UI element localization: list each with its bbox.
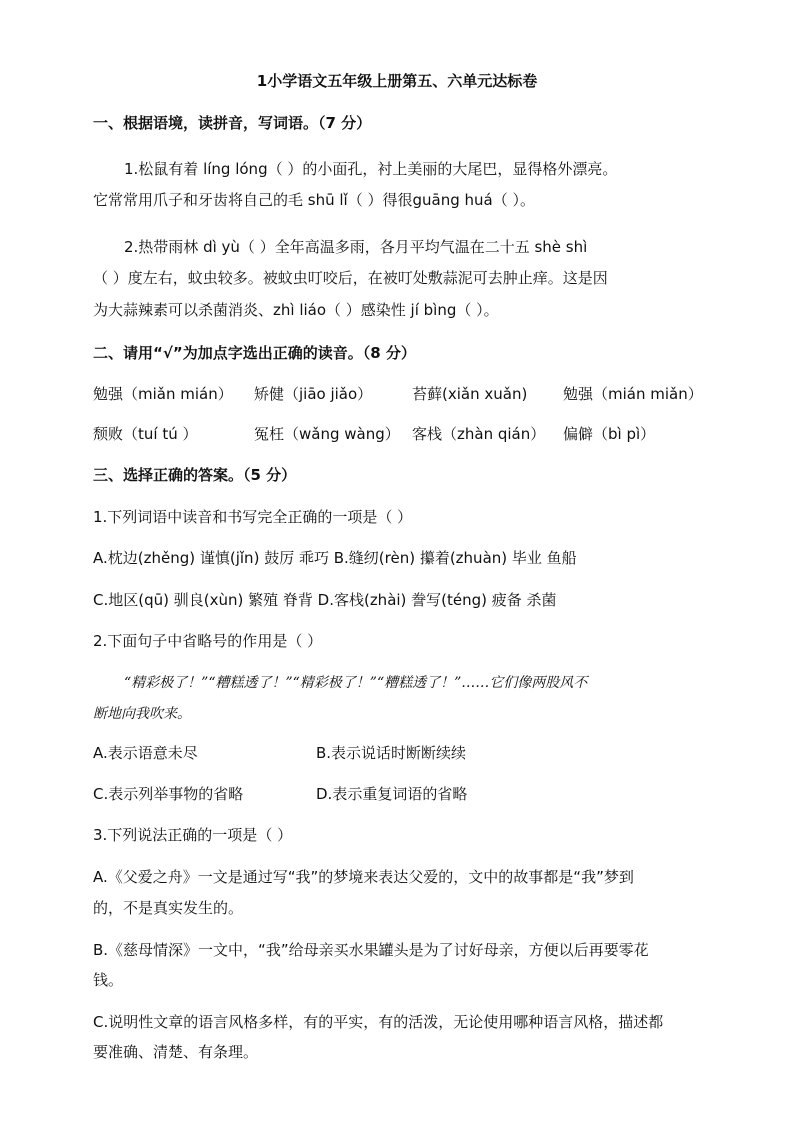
s2-item-2: 矫健（jiāo jiǎo） bbox=[254, 385, 373, 403]
s3-q1: 1.下列词语中读音和书写完全正确的一项是（ ） bbox=[93, 508, 413, 526]
s3-q3-option-c-line2: 要准确、清楚、有条理。 bbox=[93, 1043, 259, 1061]
s2-item-8: 偏僻（bì pì） bbox=[563, 425, 656, 443]
s3-q2-quote-line1: “精彩极了！”“糟糕透了！”“精彩极了！”“糟糕透了！”……它们像两股风不 bbox=[124, 675, 588, 691]
s3-q2-quote-line2: 断地向我吹来。 bbox=[93, 706, 191, 722]
s3-q2: 2.下面句子中省略号的作用是（ ） bbox=[93, 632, 323, 650]
section-1-heading: 一、根据语境，读拼音，写词语。（7 分） bbox=[93, 114, 372, 132]
s1-p2-line2: （ ）度左右，蚊虫较多。被蚊虫叮咬后，在被叮处敷蒜泥可去肿止痒。这是因 bbox=[93, 269, 608, 287]
s3-q3: 3.下列说法正确的一项是（ ） bbox=[93, 826, 293, 844]
section-2-heading: 二、请用“√”为加点字选出正确的读音。（8 分） bbox=[93, 344, 416, 362]
s2-item-5: 颓败（tuí tú ） bbox=[93, 425, 198, 443]
s3-q2-option-a: A.表示语意未尽 bbox=[93, 744, 198, 762]
page-title: 1小学语文五年级上册第五、六单元达标卷 bbox=[256, 72, 538, 90]
s3-q3-option-a-line1: A.《父爱之舟》一文是通过写“我”的梦境来表达父爱的，文中的故事都是“我”梦到 bbox=[93, 868, 634, 886]
s1-p2-line1: 2.热带雨林 dì yù（ ）全年高温多雨，各月平均气温在二十五 shè shì bbox=[124, 238, 588, 256]
s3-q1-options-cd: C.地区(qū) 驯良(xùn) 繁殖 脊背 D.客栈(zhài) 誊写(téng) 疲备 杀菌 bbox=[93, 591, 557, 609]
s3-q3-option-b-line1: B.《慈母情深》一文中，“我”给母亲买水果罐头是为了讨好母亲，方便以后再要零花 bbox=[93, 941, 649, 959]
s2-item-6: 冤枉（wǎng wàng） bbox=[254, 425, 400, 443]
s1-p2-line3: 为大蒜辣素可以杀菌消炎、zhì liáo（ ）感染性 jí bìng（ ）。 bbox=[93, 301, 499, 319]
s3-q2-option-c: C.表示列举事物的省略 bbox=[93, 785, 244, 803]
s3-q3-option-a-line2: 的，不是真实发生的。 bbox=[93, 899, 244, 917]
s3-q3-option-c-line1: C.说明性文章的语言风格多样，有的平实，有的活泼，无论使用哪种语言风格，描述都 bbox=[93, 1013, 664, 1031]
s3-q3-option-b-line2: 钱。 bbox=[93, 971, 124, 989]
s2-item-1: 勉强（miǎn mián） bbox=[93, 385, 233, 403]
section-3-heading: 三、选择正确的答案。（5 分） bbox=[93, 466, 297, 484]
s2-item-3: 苔藓(xiǎn xuǎn) bbox=[412, 385, 528, 403]
s2-item-4: 勉强（mián miǎn） bbox=[563, 385, 703, 403]
s1-p1-line2: 它常常用爪子和牙齿将自己的毛 shū lǐ（ ）得很guāng huá（ ）。 bbox=[93, 191, 535, 209]
s3-q2-option-d: D.表示重复词语的省略 bbox=[316, 785, 468, 803]
s1-p1-line1: 1.松鼠有着 líng lóng（ ）的小面孔，衬上美丽的大尾巴，显得格外漂亮。 bbox=[124, 160, 618, 178]
s3-q1-options-ab: A.枕边(zhěng) 谨慎(jǐn) 鼓厉 乖巧 B.缝纫(rèn) 攥着(zhuàn) 毕业 鱼船 bbox=[93, 549, 577, 567]
s3-q2-option-b: B.表示说话时断断续续 bbox=[316, 744, 467, 762]
s2-item-7: 客栈（zhàn qián） bbox=[412, 425, 546, 443]
